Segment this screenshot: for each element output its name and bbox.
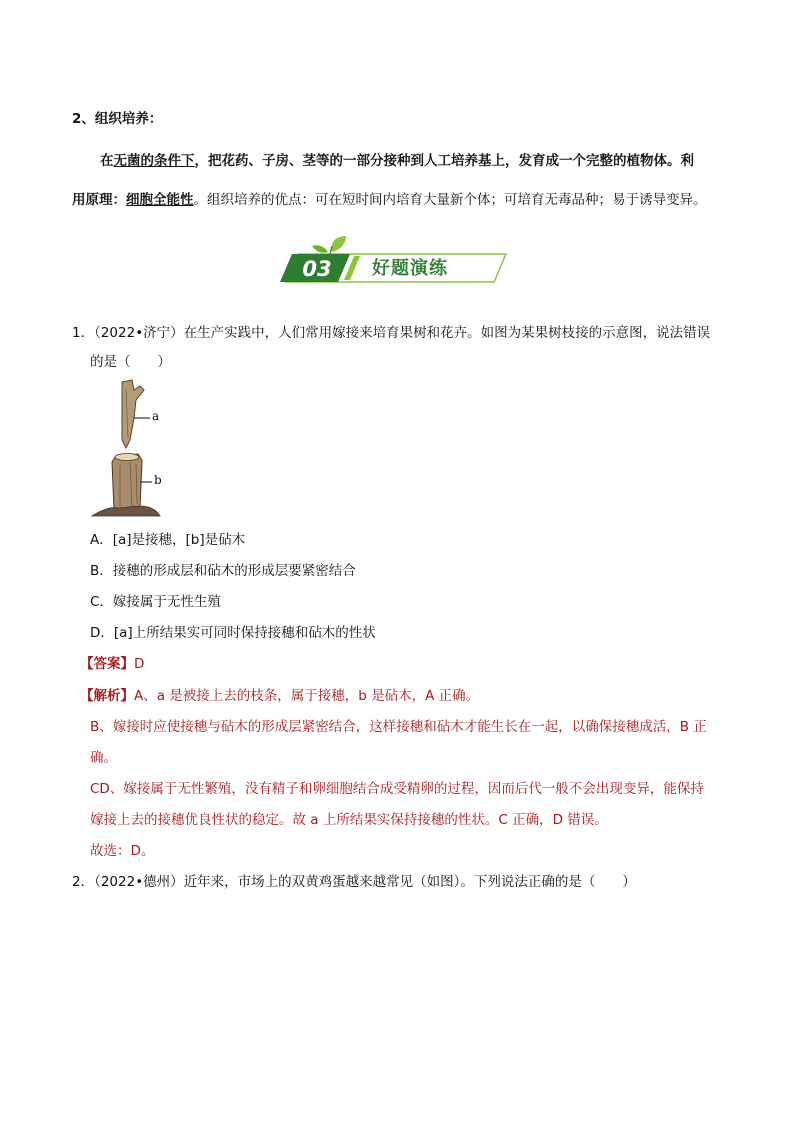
grafting-figure — [88, 378, 180, 526]
paragraph-text: 。组织培养的优点：可在短时间内培育大量新个体；可培育无毒品种；易于诱导变异。 — [193, 192, 707, 208]
banner-number: 03 — [302, 257, 332, 281]
underlined-term: 无菌的条件下 — [113, 153, 195, 169]
analysis-line-6: 故选：D。 — [90, 843, 155, 859]
answer-line — [80, 654, 144, 674]
analysis-label: 【解析】 — [80, 688, 134, 704]
banner-title: 好题演练 — [372, 258, 448, 279]
analysis-line-2: B、嫁接时应使接穗与砧木的形成层紧密结合，这样接穗和砧木才能生长在一起，以确保接穗成活，B 正 — [90, 719, 707, 735]
paragraph-text: 用原理： — [72, 192, 126, 208]
question-1-stem-line-1: 1．（2022•济宁）在生产实践中，人们常用嫁接来培育果树和花卉。如图为某果树枝接的示意图，说法错误 — [72, 325, 711, 341]
analysis-text: A、a 是被接上去的枝条，属于接穗，b 是砧木，A 正确。 — [134, 688, 480, 704]
answer-value: D — [134, 656, 145, 672]
option-c: C．嫁接属于无性生殖 — [90, 594, 221, 610]
option-d: D．[a]上所结果实可同时保持接穗和砧木的性状 — [90, 625, 376, 641]
option-b: B．接穗的形成层和砧木的形成层要紧密结合 — [90, 563, 356, 579]
analysis-line-4: CD、嫁接属于无性繁殖，没有精子和卵细胞结合成受精卵的过程，因而后代一般不会出现变异，能保持 — [90, 781, 704, 797]
leaf-icon — [332, 236, 346, 252]
question-1-stem-line-2: 的是（ ） — [90, 354, 171, 370]
analysis-line-1 — [80, 686, 479, 706]
section-paragraph-line-1 — [100, 151, 694, 171]
section-paragraph-line-2 — [72, 190, 707, 210]
analysis-line-5: 嫁接上去的接穗优良性状的稳定。故 a 上所结果实保持接穗的性状。C 正确，D 错误。 — [90, 812, 608, 828]
grafting-illustration — [88, 378, 180, 526]
answer-label: 【答案】 — [80, 656, 134, 672]
option-a: A．[a]是接穗，[b]是砧木 — [90, 532, 246, 548]
paragraph-text: 在 — [100, 153, 114, 169]
underlined-term: 细胞全能性 — [126, 192, 194, 208]
section-banner — [280, 232, 510, 288]
section-heading: 2、组织培养： — [72, 111, 163, 127]
paragraph-text: ，把花药、子房、茎等的一部分接种到人工培养基上，发育成一个完整的植物体。利 — [194, 153, 694, 169]
figure-label-a: a — [152, 409, 160, 423]
figure-label-b: b — [154, 473, 162, 487]
analysis-line-3: 确。 — [90, 750, 117, 766]
question-2-stem: 2．（2022•德州）近年来，市场上的双黄鸡蛋越来越常见（如图）。下列说法正确的是（ ） — [72, 874, 636, 890]
